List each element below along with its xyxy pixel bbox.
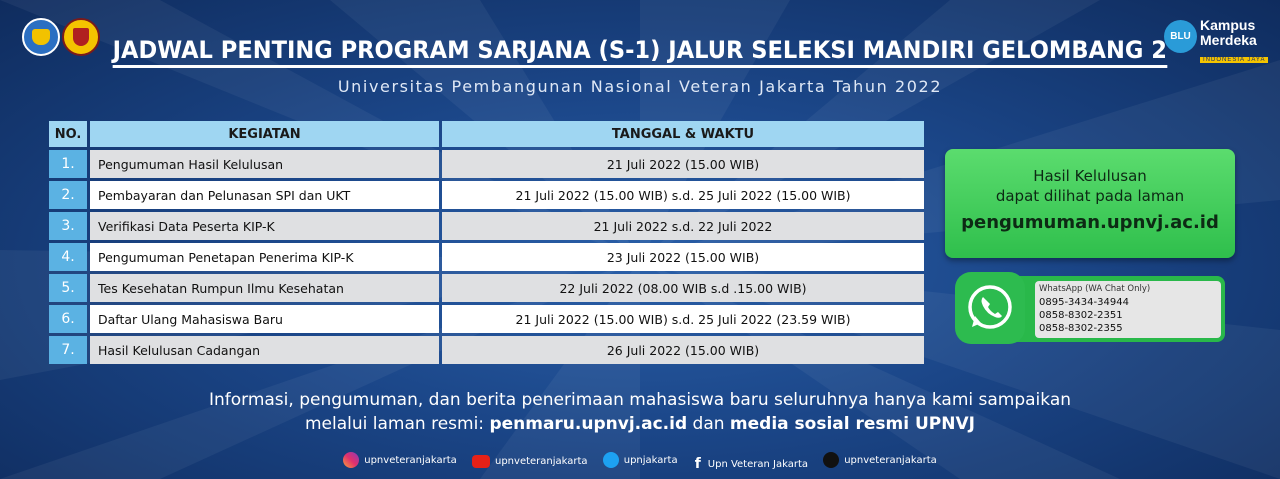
whatsapp-icon-badge (955, 272, 1025, 344)
table-header-row (49, 121, 924, 147)
social-youtube[interactable]: upnveteranjakarta (472, 455, 588, 468)
facebook-icon: f (694, 456, 701, 472)
result-line2: dapat dilihat pada laman (995, 187, 1185, 205)
row-kegiatan: Daftar Ulang Mahasiswa Baru (90, 305, 439, 333)
table-row (49, 212, 924, 240)
merdeka-text: Merdeka (1200, 32, 1257, 48)
header-no: NO. (49, 121, 87, 147)
table-row (49, 181, 924, 209)
row-kegiatan: Tes Kesehatan Rumpun Ilmu Kesehatan (90, 274, 439, 302)
row-tanggal: 23 Juli 2022 (15.00 WIB) (442, 243, 924, 271)
table-row (49, 336, 924, 364)
social-media-bar (0, 452, 1280, 472)
social-media-text: media sosial resmi UPNVJ (729, 414, 975, 434)
row-kegiatan: Pengumuman Hasil Kelulusan (90, 150, 439, 178)
table-row (49, 274, 924, 302)
whatsapp-contact (955, 272, 1225, 344)
blu-logo: BLU (1164, 20, 1197, 53)
page-subtitle: Universitas Pembangunan Nasional Veteran Jakarta Tahun 2022 (337, 77, 943, 96)
row-kegiatan: Pembayaran dan Pelunasan SPI dan UKT (90, 181, 439, 209)
row-kegiatan: Pengumuman Penetapan Penerima KIP-K (90, 243, 439, 271)
header-kegiatan: KEGIATAN (90, 121, 439, 147)
youtube-icon (472, 455, 490, 468)
table-row (49, 243, 924, 271)
page-title: JADWAL PENTING PROGRAM SARJANA (S-1) JALUR SELEKSI MANDIRI GELOMBANG 2 (0, 36, 1280, 68)
whatsapp-icon (966, 283, 1014, 331)
row-no: 7. (49, 336, 87, 364)
info-line2: melalui laman resmi: penmaru.upnvj.ac.id dan media sosial resmi UPNVJ (305, 414, 975, 434)
row-no: 3. (49, 212, 87, 240)
row-no: 5. (49, 274, 87, 302)
row-tanggal: 21 Juli 2022 s.d. 22 Juli 2022 (442, 212, 924, 240)
instagram-icon (343, 452, 359, 468)
header-tanggal: TANGGAL & WAKTU (442, 121, 924, 147)
tagline-text: INDONESIA JAYA (1200, 57, 1268, 63)
kampus-text: Kampus (1200, 17, 1256, 33)
row-kegiatan: Hasil Kelulusan Cadangan (90, 336, 439, 364)
social-instagram[interactable]: upnveteranjakarta (343, 452, 457, 468)
whatsapp-number[interactable]: 0858-8302-2351 (1039, 310, 1123, 321)
info-line1: Informasi, pengumuman, dan berita penerimaan mahasiswa baru seluruhnya hanya kami sampaikan (208, 390, 1072, 410)
whatsapp-number[interactable]: 0858-8302-2355 (1039, 323, 1123, 334)
penmaru-link[interactable]: penmaru.upnvj.ac.id (489, 414, 688, 434)
table-row (49, 150, 924, 178)
social-twitter[interactable]: upnjakarta (603, 452, 678, 468)
row-tanggal: 26 Juli 2022 (15.00 WIB) (442, 336, 924, 364)
row-tanggal: 21 Juli 2022 (15.00 WIB) s.d. 25 Juli 2022 (23.59 WIB) (442, 305, 924, 333)
social-facebook[interactable]: f Upn Veteran Jakarta (694, 456, 808, 472)
twitter-icon (603, 452, 619, 468)
table-row (49, 305, 924, 333)
whatsapp-number[interactable]: 0895-3434-34944 (1039, 297, 1129, 308)
social-tiktok[interactable]: upnveteranjakarta (823, 452, 937, 468)
row-tanggal: 21 Juli 2022 (15.00 WIB) s.d. 25 Juli 2022 (15.00 WIB) (442, 181, 924, 209)
row-no: 1. (49, 150, 87, 178)
whatsapp-label: WhatsApp (WA Chat Only) (1039, 284, 1151, 294)
whatsapp-text (1039, 283, 1150, 335)
tiktok-icon (823, 452, 839, 468)
row-tanggal: 22 Juli 2022 (08.00 WIB s.d .15.00 WIB) (442, 274, 924, 302)
info-text (0, 388, 1280, 436)
result-line1: Hasil Kelulusan (1033, 167, 1147, 185)
result-url-link[interactable]: pengumuman.upnvj.ac.id (961, 212, 1219, 233)
schedule-table (46, 118, 927, 367)
row-no: 6. (49, 305, 87, 333)
row-no: 4. (49, 243, 87, 271)
row-kegiatan: Verifikasi Data Peserta KIP-K (90, 212, 439, 240)
result-info-box (945, 149, 1235, 258)
row-tanggal: 21 Juli 2022 (15.00 WIB) (442, 150, 924, 178)
row-no: 2. (49, 181, 87, 209)
